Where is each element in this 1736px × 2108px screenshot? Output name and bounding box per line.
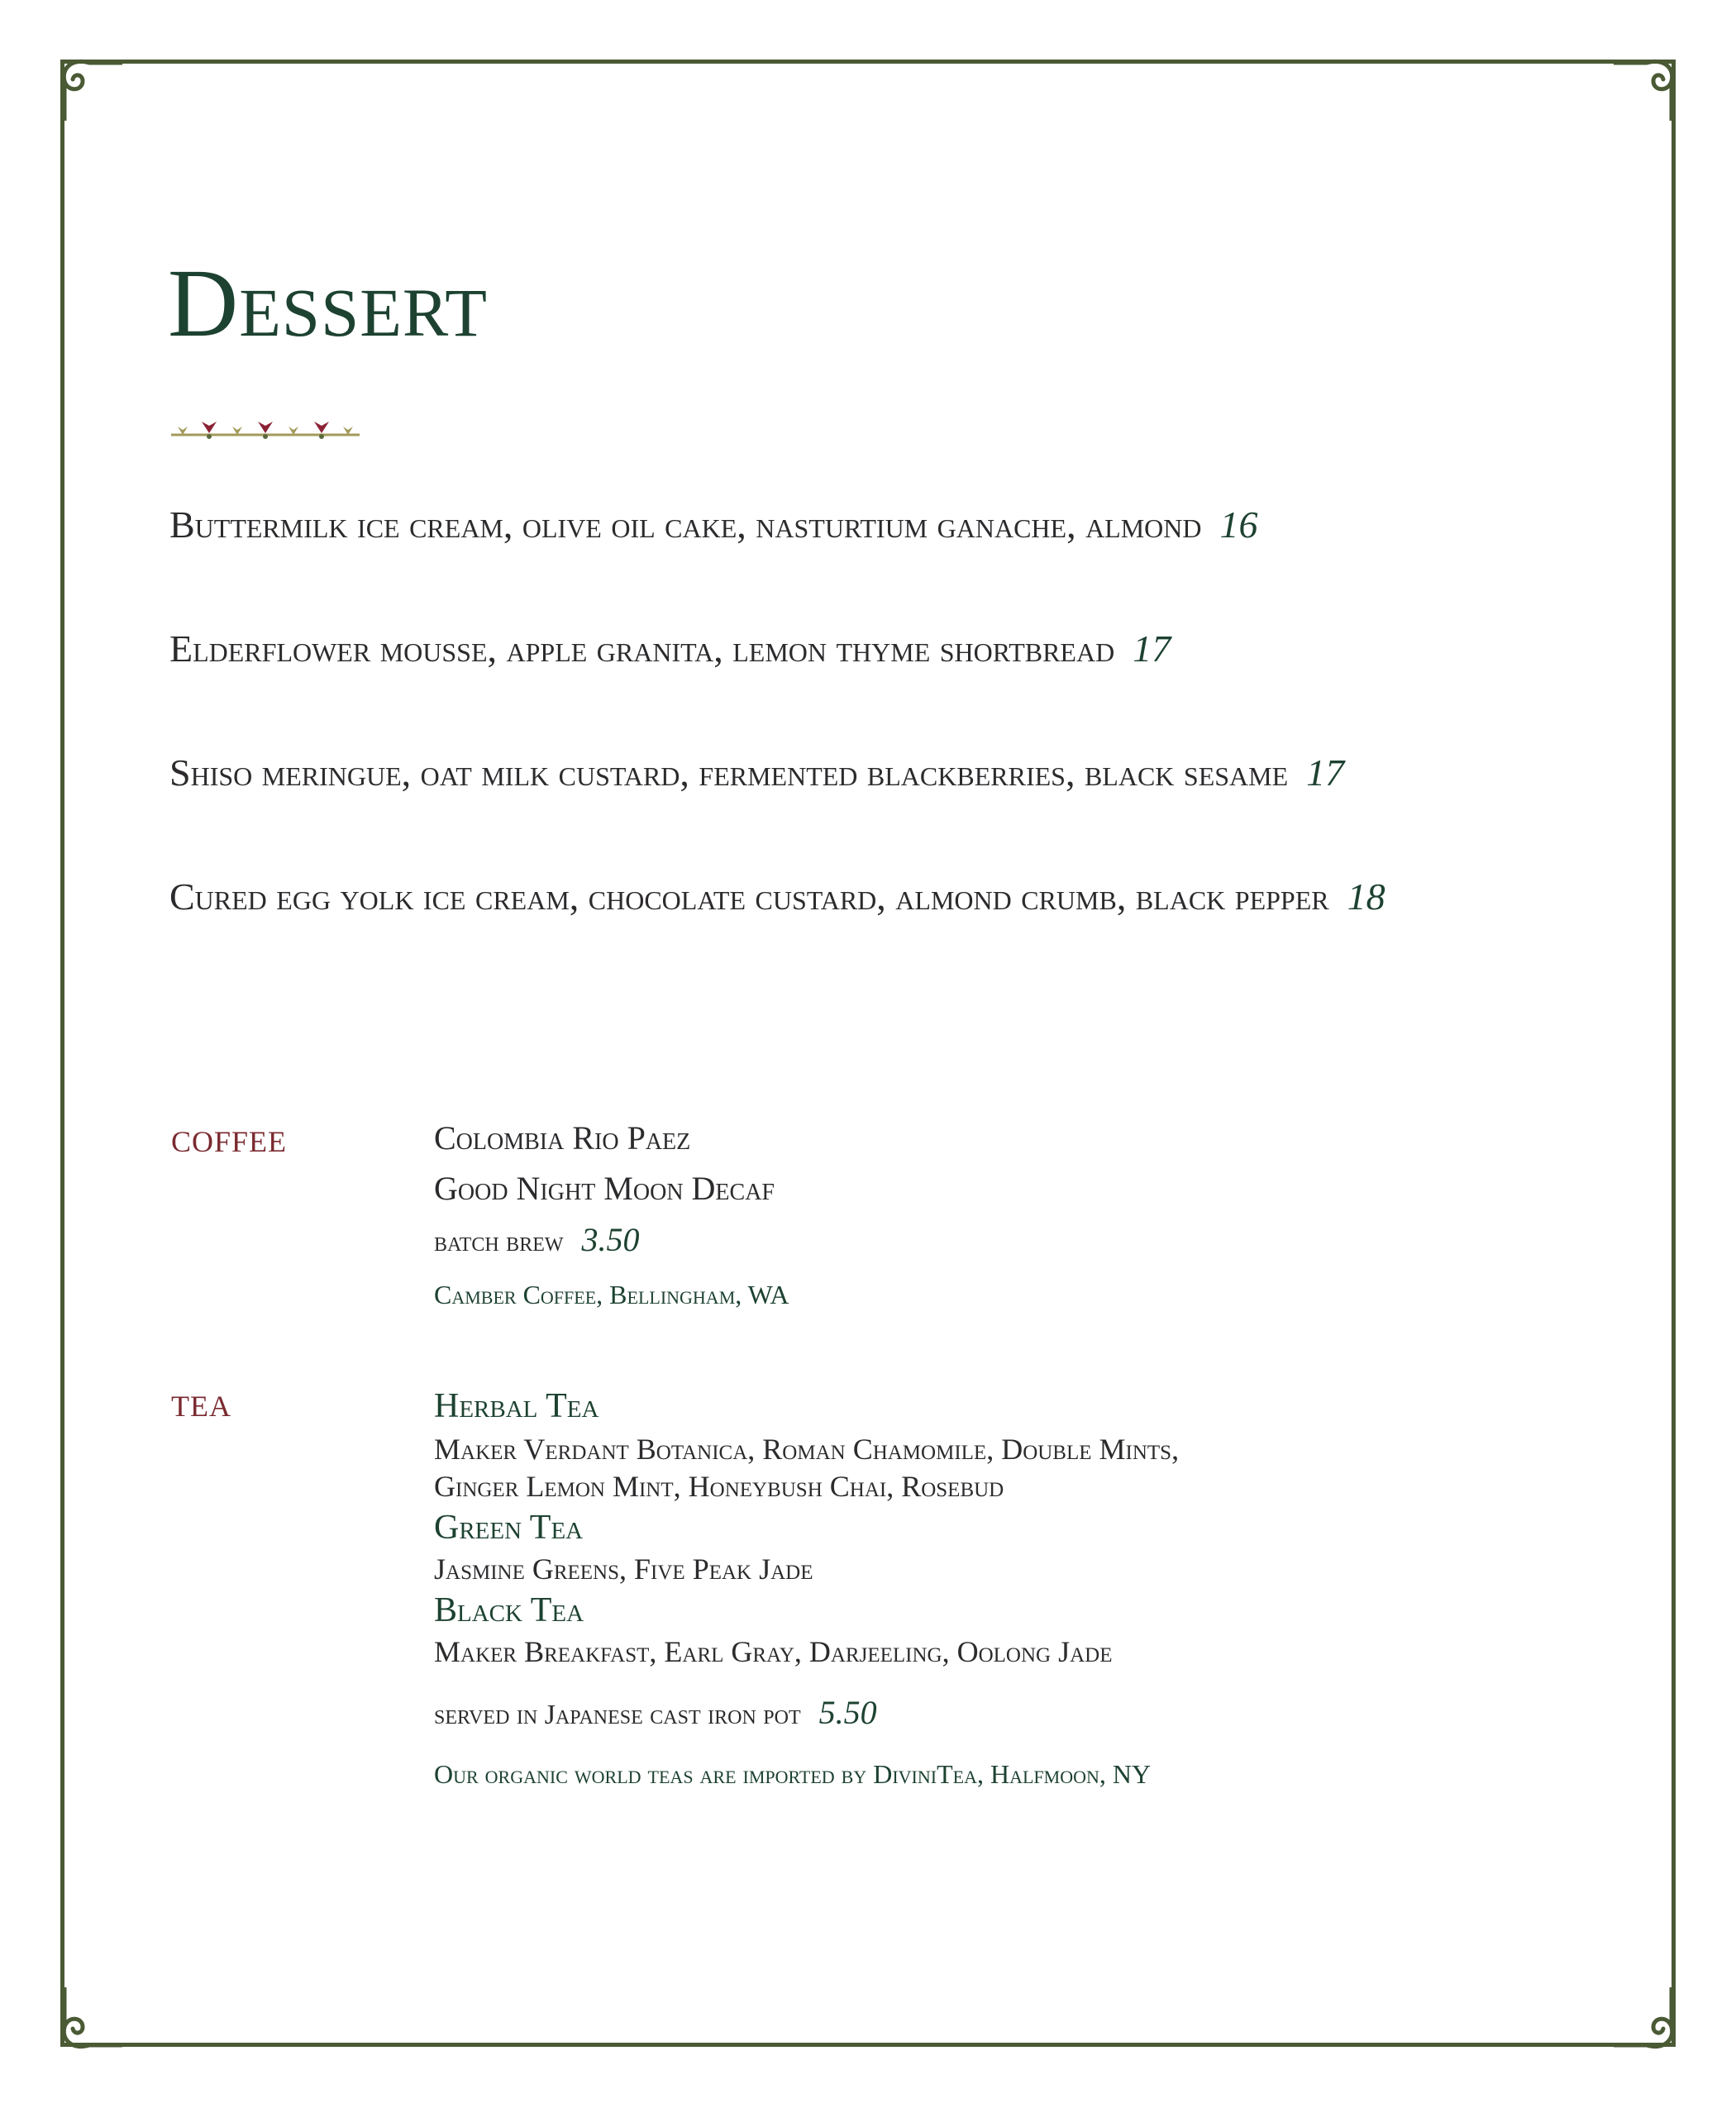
page-title: Dessert: [168, 249, 489, 357]
menu-border: [60, 60, 1676, 2047]
tea-source: Our organic world teas are imported by DiviniTea, Halfmoon, NY: [434, 1759, 1152, 1789]
coffee-source: Camber Coffee, Bellingham, WA: [434, 1280, 789, 1309]
corner-scroll-top-left: [56, 55, 122, 121]
dessert-price: 17: [1306, 751, 1345, 794]
dessert-item: Shiso meringue, oat milk custard, fermented blackberries, black sesame 17: [169, 751, 1345, 794]
dessert-price: 18: [1347, 875, 1385, 918]
green-tea-list: Jasmine Greens, Five Peak Jade: [434, 1552, 813, 1586]
corner-scroll-bottom-left: [56, 1987, 122, 2053]
floral-divider-icon: [169, 413, 361, 446]
dessert-item: Elderflower mousse, apple granita, lemon thyme shortbread 17: [169, 627, 1171, 670]
black-tea-list: Maker Breakfast, Earl Gray, Darjeeling, Oolong Jade: [434, 1635, 1113, 1668]
corner-scroll-bottom-right: [1614, 1987, 1680, 2053]
herbal-tea-list: Maker Verdant Botanica, Roman Chamomile, Double Mints,: [434, 1433, 1180, 1466]
herbal-tea-heading: Herbal Tea: [434, 1387, 599, 1425]
dessert-price: 17: [1133, 627, 1171, 670]
dessert-item: Cured egg yolk ice cream, chocolate custard, almond crumb, black pepper 18: [169, 875, 1385, 918]
dessert-price: 16: [1219, 503, 1258, 546]
coffee-item: Good Night Moon Decaf: [434, 1170, 775, 1207]
tea-price: 5.50: [818, 1694, 877, 1731]
tea-category-label: TEA: [171, 1390, 231, 1423]
coffee-category-label: COFFEE: [171, 1125, 288, 1158]
green-tea-heading: Green Tea: [434, 1509, 584, 1547]
coffee-serving: batch brew 3.50: [434, 1221, 640, 1258]
coffee-item: Colombia Rio Paez: [434, 1119, 691, 1157]
herbal-tea-list: Ginger Lemon Mint, Honeybush Chai, Rosebud: [434, 1470, 1004, 1503]
black-tea-heading: Black Tea: [434, 1591, 584, 1629]
tea-serving: served in Japanese cast iron pot 5.50: [434, 1694, 877, 1731]
coffee-price: 3.50: [581, 1221, 640, 1258]
dessert-item: Buttermilk ice cream, olive oil cake, nasturtium ganache, almond 16: [169, 503, 1258, 546]
corner-scroll-top-right: [1614, 55, 1680, 121]
